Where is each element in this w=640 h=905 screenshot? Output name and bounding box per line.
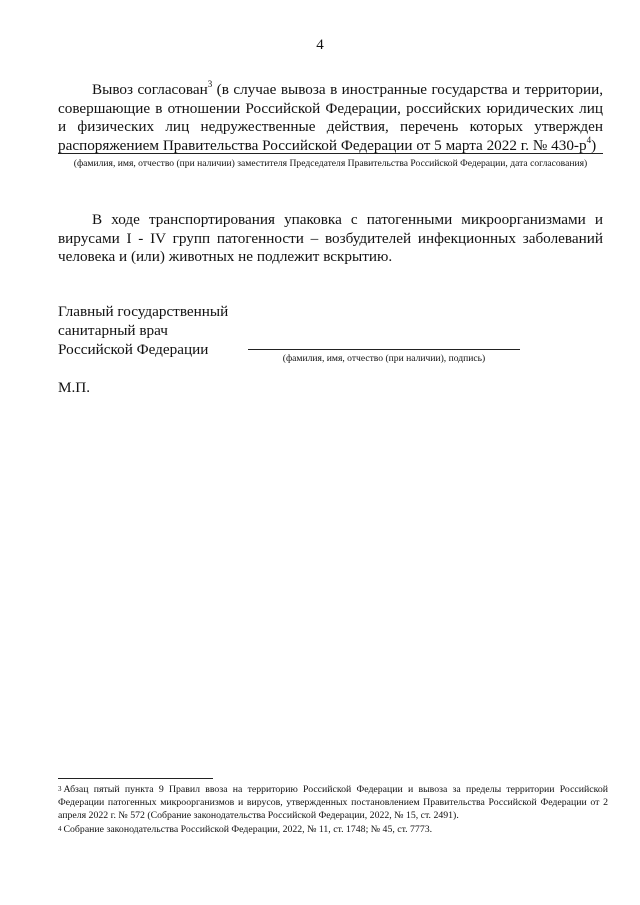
approval-text-start: Вывоз согласован [92, 81, 208, 99]
signer-line-3: Российской Федерации [58, 341, 209, 358]
doctor-signature-caption: (фамилия, имя, отчество (при наличии), подпись) [282, 353, 486, 364]
footnote-text: Собрание законодательства Российской Федерации, 2022, № 11, ст. 1748; № 45, ст. 7773. [63, 823, 433, 835]
footnotes [58, 783, 608, 836]
chief-sanitary-doctor-block [58, 302, 228, 359]
approval-text-end: ) [591, 136, 597, 154]
footnote-ref-3: 3 [207, 79, 213, 90]
signer-line-2: санитарный врач [58, 322, 168, 339]
approver-signature-line [58, 153, 603, 154]
approver-caption: (фамилия, имя, отчество (при наличии) заместителя Председателя Правительства Российской Федерации, дата согласования) [73, 158, 588, 169]
doctor-signature-line [248, 349, 520, 350]
export-approval-paragraph [58, 81, 603, 155]
footnote-mark: 4 [58, 824, 62, 833]
stamp-place-label: М.П. [58, 379, 91, 396]
footnote-3 [58, 783, 608, 823]
approval-text-middle: (в случае вывоза в иностранные государства и территории, совершающие в отношении Российской Федерации, российских юридических лиц и физических лиц недружественные действия, перечень которых утвержден распоряжением Правительства Российской Федерации от 5 марта 2022 г. № 430-р [58, 81, 604, 154]
footnote-mark: 3 [58, 785, 62, 793]
signer-line-1: Главный государственный [58, 303, 229, 320]
transport-paragraph: В ходе транспортирования упаковка с патогенными микроорганизмами и вирусами I - IV групп патогенности – возбудителей инфекционных заболеваний человека и (или) животных не подлежит вскрытию. [58, 211, 603, 266]
footnote-4 [58, 823, 608, 836]
page-number: 4 [316, 37, 324, 53]
footnote-text: Абзац пятый пункта 9 Правил ввоза на территорию Российской Федерации и вывоза за пределы территории Российской Федерации патогенных микроорганизмов и вирусов, утвержденных постановлением Правительства Российской Федерации от 2 апреля 2022 г. № 572 (Собрание законодательства Российской Федерации, 2022, № 15, ст. 2491). [58, 784, 608, 822]
footnote-separator [58, 778, 213, 779]
footnote-ref-4: 4 [586, 134, 592, 145]
